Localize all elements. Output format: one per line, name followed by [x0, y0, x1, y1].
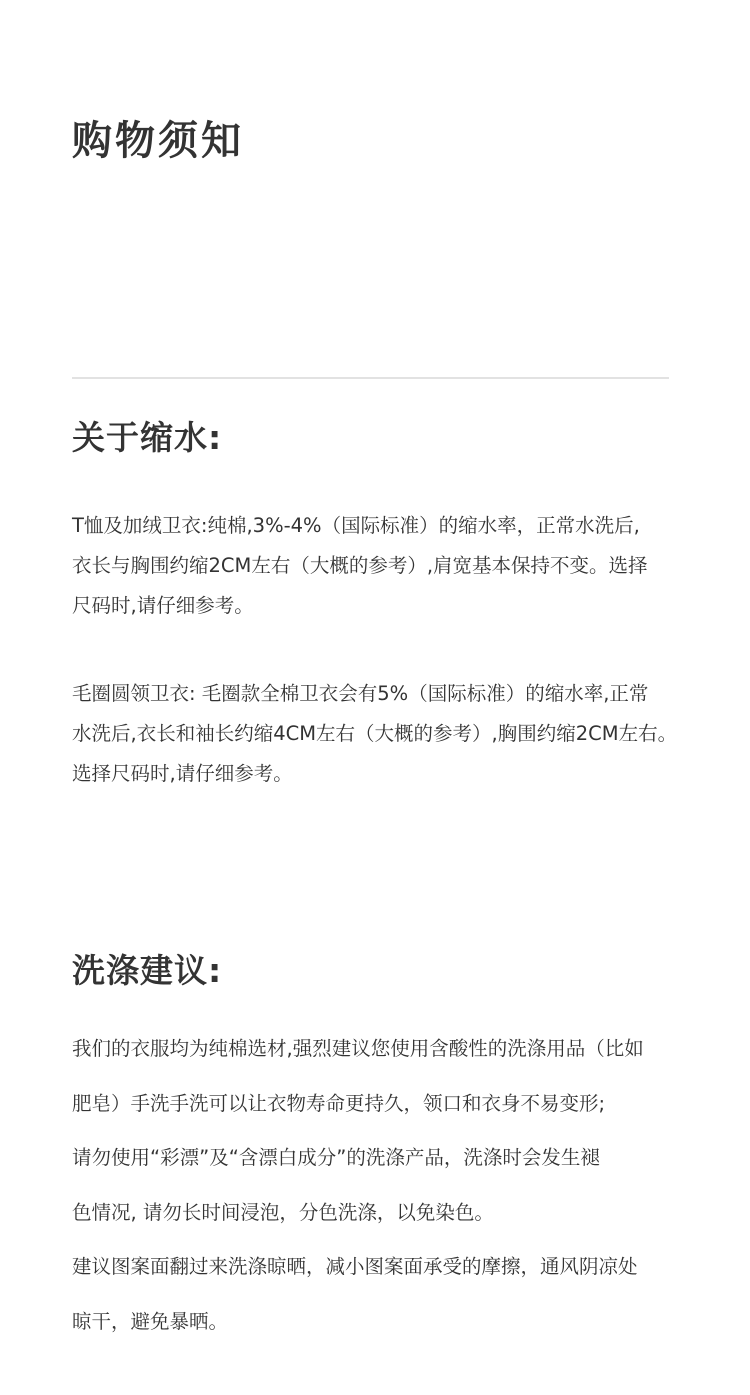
tshirt-shrinkage-paragraph [72, 506, 712, 626]
paragraph-line: 水洗后,衣长和袖长约缩4CM左右（大概的参考）,胸围约缩2CM左右。 [72, 722, 678, 745]
section-divider [72, 377, 669, 379]
washing-advice-paragraph [72, 1022, 712, 1350]
paragraph-line: 尺码时,请仔细参考。 [72, 594, 254, 617]
paragraph-line: 毛圈圆领卫衣: 毛圈款全棉卫衣会有5%（国际标准）的缩水率,正常 [72, 682, 649, 705]
paragraph-line: 请勿使用“彩漂”及“含漂白成分”的洗涤产品，洗涤时会发生褪 [72, 1146, 600, 1170]
paragraph-line: 我们的衣服均为纯棉选材,强烈建议您使用含酸性的洗涤用品（比如 [72, 1037, 644, 1060]
paragraph-line: 晾干，避免暴晒。 [72, 1309, 229, 1333]
paragraph-line: 色情况, 请勿长时间浸泡，分色洗涤，以免染色。 [72, 1200, 494, 1224]
shrinkage-heading: 关于缩水: [72, 418, 223, 457]
paragraph-line: 建议图案面翻过来洗涤晾晒，减小图案面承受的摩擦，通风阴凉处 [72, 1255, 638, 1279]
washing-advice-heading: 洗涤建议: [72, 951, 223, 990]
paragraph-line: T恤及加绒卫衣:纯棉,3%-4%（国际标准）的缩水率，正常水洗后, [72, 514, 640, 537]
page-title: 购物须知 [72, 118, 244, 164]
paragraph-line: 衣长与胸围约缩2CM左右（大概的参考）,肩宽基本保持不变。选择 [72, 554, 648, 577]
paragraph-line: 选择尺码时,请仔细参考。 [72, 762, 293, 785]
paragraph-line: 肥皂）手洗手洗可以让衣物寿命更持久，领口和衣身不易变形; [72, 1091, 606, 1115]
terry-hoodie-shrinkage-paragraph [72, 674, 712, 794]
